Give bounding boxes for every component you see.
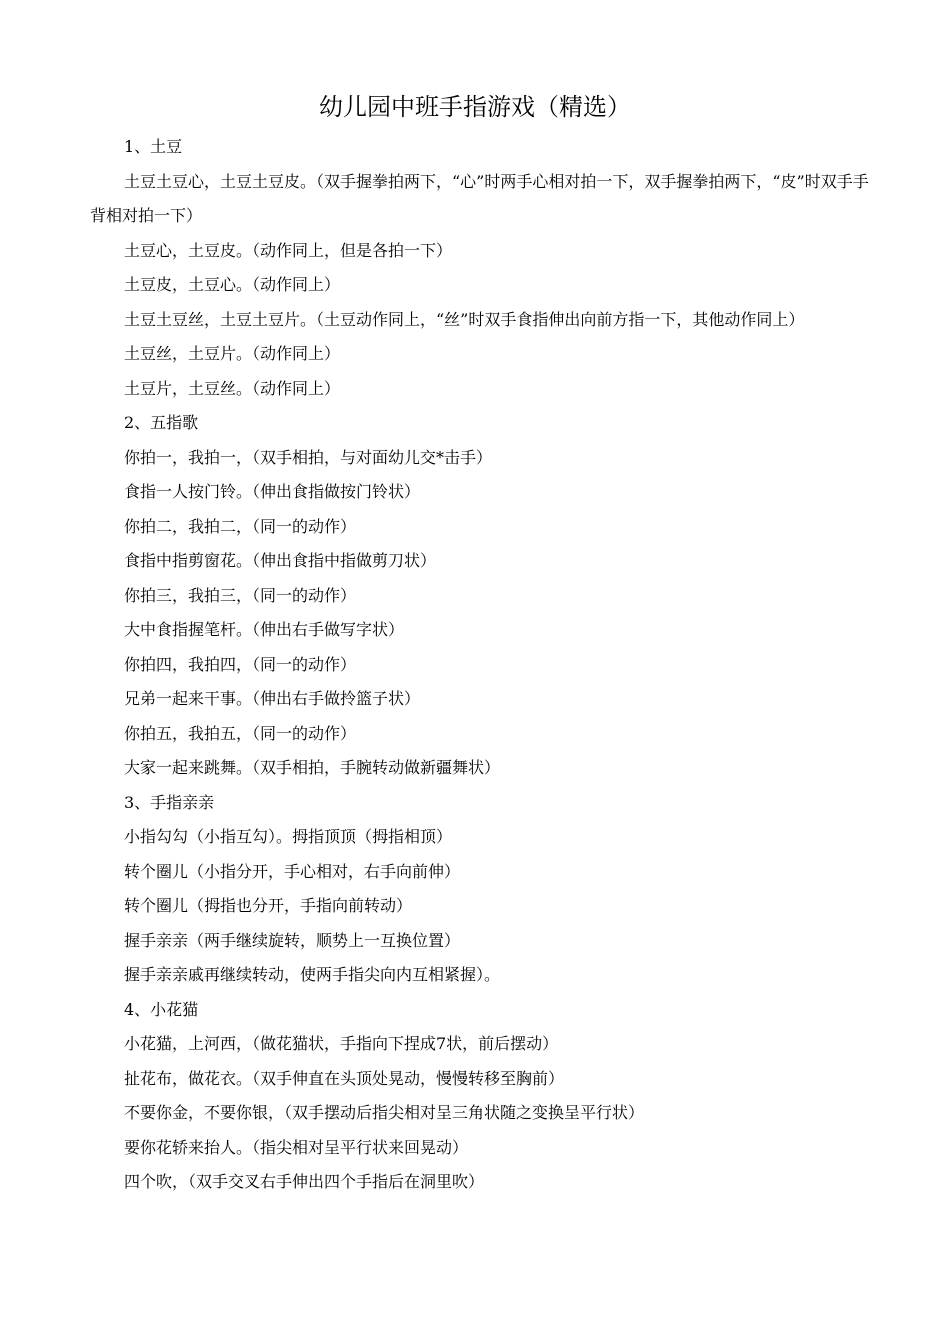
paragraph: 食指一人按门铃。（伸出食指做按门铃状）	[124, 482, 421, 501]
paragraph: 土豆皮，土豆心。（动作同上）	[124, 275, 341, 294]
paragraph: 转个圈儿（小指分开，手心相对，右手向前伸）	[124, 861, 461, 881]
paragraph: 土豆片，土豆丝。（动作同上）	[124, 378, 341, 398]
paragraph: 你拍一，我拍一，（双手相拍，与对面幼儿交*击手）	[124, 447, 493, 467]
section-heading: 4、小花猫	[124, 999, 199, 1019]
paragraph: 土豆土豆丝，土豆土豆片。（土豆动作同上，“丝”时双手食指伸出向前方指一下，其他动作同上）	[124, 309, 805, 329]
paragraph: 土豆心，土豆皮。（动作同上，但是各拍一下）	[124, 240, 453, 260]
paragraph: 你拍四，我拍四，（同一的动作）	[124, 654, 357, 674]
paragraph: 不要你金，不要你银，（双手摆动后指尖相对呈三角状随之变换呈平行状）	[124, 1103, 645, 1122]
document-body	[90, 130, 870, 1200]
section-heading: 1、土豆	[124, 137, 183, 156]
paragraph: 你拍二，我拍二，（同一的动作）	[124, 516, 357, 536]
paragraph: 握手亲亲戚再继续转动，使两手指尖向内互相紧握）。	[124, 965, 501, 984]
page-title: 幼儿园中班手指游戏（精选）	[319, 93, 631, 121]
paragraph: 食指中指剪窗花。（伸出食指中指做剪刀状）	[124, 551, 437, 570]
paragraph: 土豆丝，土豆片。（动作同上）	[124, 344, 341, 363]
paragraph: 你拍三，我拍三，（同一的动作）	[124, 585, 357, 605]
paragraph: 小花猫，上河西，（做花猫状，手指向下捏成7状，前后摆动）	[124, 1034, 559, 1053]
paragraph: 小指勾勾（小指互勾）。拇指顶顶（拇指相顶）	[124, 827, 453, 846]
paragraph: 你拍五，我拍五，（同一的动作）	[124, 723, 357, 743]
paragraph: 大家一起来跳舞。（双手相拍，手腕转动做新疆舞状）	[124, 758, 501, 777]
paragraph: 大中食指握笔杆。（伸出右手做写字状）	[124, 620, 405, 639]
paragraph: 土豆土豆心，土豆土豆皮。（双手握拳拍两下，“心”时两手心相对拍一下，双手握拳拍两下，“皮”时双手手背相对拍一下）	[90, 171, 869, 225]
section-heading: 3、手指亲亲	[124, 792, 215, 812]
paragraph: 要你花轿来抬人。（指尖相对呈平行状来回晃动）	[124, 1137, 469, 1157]
paragraph: 扯花布，做花衣。（双手伸直在头顶处晃动，慢慢转移至胸前）	[124, 1068, 565, 1088]
paragraph: 转个圈儿（拇指也分开，手指向前转动）	[124, 896, 413, 915]
section-heading: 2、五指歌	[124, 413, 199, 432]
paragraph: 握手亲亲（两手继续旋转，顺势上一互换位置）	[124, 930, 461, 950]
paragraph: 四个吹，（双手交叉右手伸出四个手指后在洞里吹）	[124, 1172, 485, 1191]
paragraph: 兄弟一起来干事。（伸出右手做拎篮子状）	[124, 689, 421, 708]
